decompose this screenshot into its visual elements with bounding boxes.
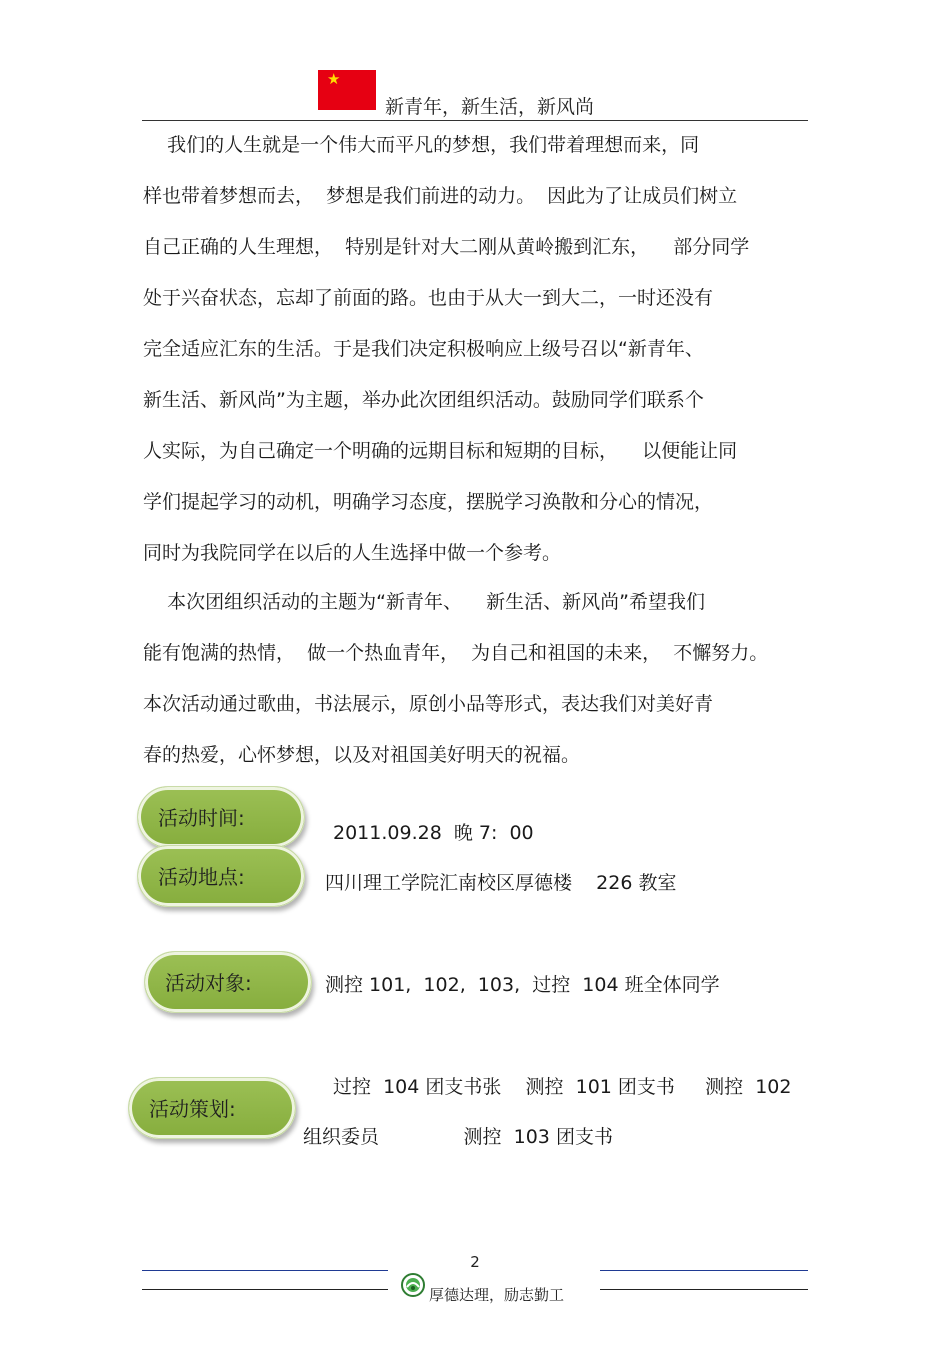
footer-motto: 厚德达理，励志勤工	[429, 1286, 565, 1304]
activity-place-label: 活动地点:	[137, 845, 305, 907]
paragraph-line: 学们提起学习的动机，明确学习态度，摆脱学习涣散和分心的情况，	[143, 491, 714, 513]
paragraph-line: 自己正确的人生理想， 特别是针对大二刚从黄岭搬到汇东， 部分同学	[143, 236, 750, 258]
theme-paragraph	[143, 577, 809, 781]
paragraph-line: 完全适应汇东的生活。于是我们决定积极响应上级号召以“新青年、	[143, 338, 704, 360]
footer-divider	[142, 1289, 388, 1290]
footer-divider	[600, 1270, 808, 1271]
paragraph-line: 新生活、新风尚”为主题，举办此次团组织活动。鼓励同学们联系个	[143, 389, 704, 411]
school-emblem-icon	[401, 1273, 425, 1297]
intro-paragraph	[143, 120, 809, 579]
header-flag	[318, 70, 376, 110]
activity-place-value: 四川理工学院汇南校区厚德楼 226 教室	[325, 872, 677, 894]
paragraph-line: 能有饱满的热情， 做一个热血青年， 为自己和祖国的未来， 不懈努力。	[143, 642, 769, 664]
activity-target-label: 活动对象:	[144, 951, 312, 1013]
activity-time-value: 2011.09.28 晚 7: 00	[333, 822, 534, 844]
footer-divider	[142, 1270, 388, 1271]
paragraph-line: 人实际，为自己确定一个明确的远期目标和短期的目标， 以便能让同	[143, 440, 738, 462]
paragraph-line: 处于兴奋状态，忘却了前面的路。也由于从大一到大二，一时还没有	[143, 287, 714, 309]
page-number: 2	[470, 1253, 480, 1271]
paragraph-line: 本次团组织活动的主题为“新青年、 新生活、新风尚”希望我们	[143, 591, 706, 613]
activity-time-label: 活动时间:	[137, 786, 305, 848]
paragraph-line: 春的热爱，心怀梦想，以及对祖国美好明天的祝福。	[143, 744, 581, 766]
paragraph-line: 本次活动通过歌曲，书法展示，原创小品等形式，表达我们对美好青	[143, 693, 714, 715]
activity-plan-value-line1: 过控 104 团支书张 测控 101 团支书 测控 102	[333, 1076, 792, 1098]
activity-plan-value-line2: 组织委员 测控 103 团支书	[303, 1126, 613, 1148]
paragraph-line: 同时为我院同学在以后的人生选择中做一个参考。	[143, 542, 562, 564]
activity-target-value: 测控 101, 102, 103, 过控 104 班全体同学	[325, 974, 720, 996]
header-title: 新青年，新生活，新风尚	[385, 96, 595, 118]
paragraph-line: 样也带着梦想而去， 梦想是我们前进的动力。 因此为了让成员们树立	[143, 185, 738, 207]
flag-star-icon: ★	[327, 70, 341, 88]
activity-plan-label: 活动策划:	[128, 1077, 296, 1139]
paragraph-line: 我们的人生就是一个伟大而平凡的梦想，我们带着理想而来，同	[143, 134, 700, 156]
footer-divider	[600, 1289, 808, 1290]
